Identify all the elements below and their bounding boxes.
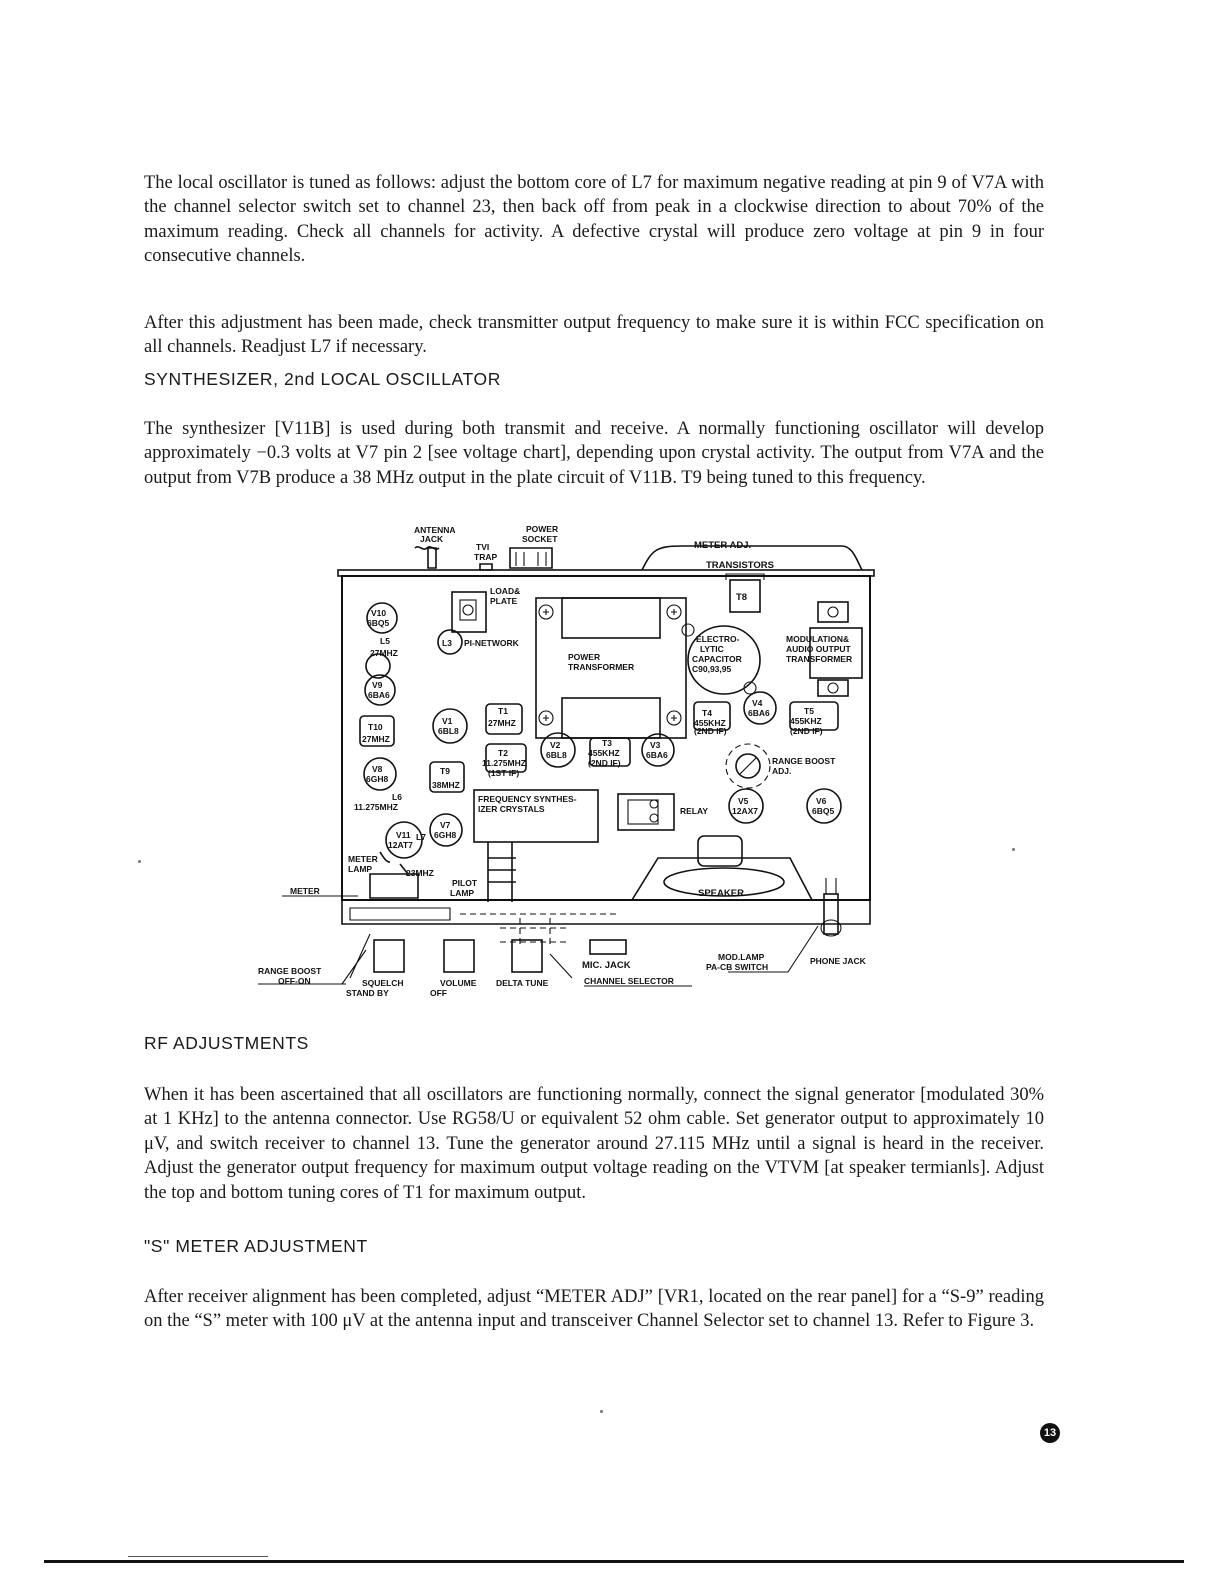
svg-text:IZER CRYSTALS: IZER CRYSTALS	[478, 804, 545, 814]
s-meter-paragraph: After receiver alignment has been completed, adjust “METER ADJ” [VR1, located on the rear panel] for a “S-9” reading on the “S” meter with 100 μV at the antenna input and transceiver Channel Selector set to channel 13. Refer to Figure 3.	[144, 1286, 1044, 1332]
power-socket-label: POWER	[526, 524, 559, 534]
svg-text:SOCKET: SOCKET	[522, 534, 558, 544]
v9-label: V9	[372, 680, 383, 690]
pilot-lamp-label: PILOT	[452, 878, 478, 888]
synthesizer-heading: SYNTHESIZER, 2nd LOCAL OSCILLATOR	[144, 369, 501, 389]
mod-lamp-label: MOD.LAMP	[718, 952, 765, 962]
v3-label: V3	[650, 740, 661, 750]
rf-adjustments-paragraph: When it has been ascertained that all oscillators are functioning normally, connect the signal generator [modulated 30% at 1 KHz] to the antenna connector. Use RG58/U or equivalent 52 ohm cable. Set generator output to approximately 10 μV, and switch receiver to channel 13. Tune the generator around 27.115 MHz until a signal is heard in the receiver. Adjust the generator output frequency for maximum output voltage reading on the VTVM [at speaker termianls]. Adjust the top and bottom tuning cores of T1 for maximum output.	[144, 1084, 1044, 1203]
svg-text:27MHZ: 27MHZ	[362, 734, 390, 744]
v8-label: V8	[372, 764, 383, 774]
t2-label: T2	[498, 748, 508, 758]
delta-tune-label: DELTA TUNE	[496, 978, 549, 988]
page-number: 13	[1040, 1423, 1060, 1443]
meter-adj-label: METER ADJ.	[694, 540, 752, 551]
pi-network-label: PI-NETWORK	[464, 638, 519, 648]
svg-text:12AT7: 12AT7	[388, 840, 413, 850]
v10-label: V10	[371, 608, 387, 618]
svg-text:6BA6: 6BA6	[368, 690, 390, 700]
svg-text:11.275MHZ: 11.275MHZ	[482, 758, 526, 768]
v4-label: V4	[752, 698, 763, 708]
scan-speck	[138, 860, 141, 863]
s-meter-heading: "S" METER ADJUSTMENT	[144, 1236, 368, 1256]
v1-label: V1	[442, 716, 453, 726]
svg-text:6BA6: 6BA6	[646, 750, 668, 760]
range-boost-adj-label: RANGE BOOST	[772, 756, 836, 766]
svg-text:6BA6: 6BA6	[748, 708, 770, 718]
l3-label: L3	[442, 638, 452, 648]
svg-text:PA-CB SWITCH: PA-CB SWITCH	[706, 962, 769, 972]
synthesizer-paragraph: The synthesizer [V11B] is used during both transmit and receive. A normally functioning oscillator will develop approximately −0.3 volts at V7 pin 2 [see voltage chart], depending upon crystal activity. The output from V7A and the output from V7B produce a 38 MHz output in the plate circuit of V11B. T9 being tuned to this frequency.	[144, 418, 1044, 488]
antenna-jack-label: ANTENNA	[414, 525, 456, 535]
svg-text:455KHZ: 455KHZ	[588, 748, 620, 758]
mic-jack-label: MIC. JACK	[582, 960, 631, 971]
speaker-label: SPEAKER	[698, 888, 744, 899]
range-boost-off-on-label: RANGE BOOST	[258, 966, 322, 976]
l6-label: L6	[392, 792, 402, 802]
27mhz-label: 27MHZ	[370, 648, 398, 658]
meter-label: METER	[290, 886, 320, 896]
load-plate-label: LOAD&	[490, 586, 521, 596]
volume-label: VOLUME	[440, 978, 477, 988]
scan-speck	[600, 1410, 603, 1413]
svg-text:JACK: JACK	[420, 534, 444, 544]
svg-text:ADJ.: ADJ.	[772, 766, 792, 776]
channel-selector-label: CHANNEL SELECTOR	[584, 976, 674, 986]
bottom-rule-thin	[128, 1556, 268, 1557]
t1-label: T1	[498, 706, 508, 716]
svg-text:6GH8: 6GH8	[366, 774, 389, 784]
t5-label: T5	[804, 706, 814, 716]
svg-text:38MHZ: 38MHZ	[432, 780, 460, 790]
svg-text:11.275MHZ: 11.275MHZ	[354, 802, 398, 812]
v11-label: V11	[396, 830, 411, 840]
v5-label: V5	[738, 796, 749, 806]
t9-label: T9	[440, 766, 450, 776]
svg-text:6BQ5: 6BQ5	[367, 618, 390, 628]
svg-text:12AX7: 12AX7	[732, 806, 758, 816]
tvi-trap-label: TVI	[476, 542, 490, 552]
svg-text:(2ND IF): (2ND IF)	[694, 726, 727, 736]
svg-text:(1ST IF): (1ST IF)	[488, 768, 520, 778]
v6-label: V6	[816, 796, 827, 806]
rf-adjustments-heading: RF ADJUSTMENTS	[144, 1033, 309, 1053]
svg-text:(2ND IF): (2ND IF)	[588, 758, 621, 768]
svg-text:AUDIO OUTPUT: AUDIO OUTPUT	[786, 644, 851, 654]
l7-label: L7	[416, 832, 426, 842]
power-transformer-label: POWER	[568, 652, 601, 662]
svg-text:27MHZ: 27MHZ	[488, 718, 516, 728]
svg-text:OFF: OFF	[430, 988, 447, 998]
svg-text:LAMP: LAMP	[450, 888, 475, 898]
modulation-transformer-label: MODULATION&	[786, 634, 850, 644]
23mhz-label: 23MHZ	[406, 868, 434, 878]
svg-text:STAND BY: STAND BY	[346, 988, 389, 998]
v7-label: V7	[440, 820, 451, 830]
l5-label: L5	[380, 636, 390, 646]
meter-lamp-label: METER	[348, 854, 378, 864]
svg-text:TRANSFORMER: TRANSFORMER	[786, 654, 853, 664]
svg-text:6BL8: 6BL8	[546, 750, 567, 760]
electrolytic-capacitor-label: ELECTRO-	[696, 634, 740, 644]
svg-text:455KHZ: 455KHZ	[694, 718, 726, 728]
bottom-rule	[44, 1560, 1184, 1563]
svg-text:TRAP: TRAP	[474, 552, 498, 562]
local-oscillator-paragraph: The local oscillator is tuned as follows: adjust the bottom core of L7 for maximum negative reading at pin 9 of V7A with the channel selector switch set to channel 23, then back off from peak in a clockwise direction to about 70% of the maximum reading. Check all channels for activity. A defective crystal will produce zero voltage at pin 9 in four consecutive channels.	[144, 172, 1044, 267]
chassis-layout-diagram	[250, 518, 890, 1004]
svg-text:6GH8: 6GH8	[434, 830, 457, 840]
v2-label: V2	[550, 740, 561, 750]
t3-label: T3	[602, 738, 612, 748]
svg-text:455KHZ: 455KHZ	[790, 716, 822, 726]
svg-text:6BL8: 6BL8	[438, 726, 459, 736]
svg-text:LYTIC: LYTIC	[700, 644, 724, 654]
svg-text:CAPACITOR: CAPACITOR	[692, 654, 742, 664]
t10-label: T10	[368, 722, 383, 732]
svg-text:(2ND IF): (2ND IF)	[790, 726, 823, 736]
after-adjustment-paragraph: After this adjustment has been made, check transmitter output frequency to make sure it is within FCC specification on all channels. Readjust L7 if necessary.	[144, 312, 1044, 358]
phone-jack-label: PHONE JACK	[810, 956, 866, 966]
t4-label: T4	[702, 708, 712, 718]
transistors-label: TRANSISTORS	[706, 560, 774, 571]
svg-text:OFF-ON: OFF-ON	[278, 976, 311, 986]
svg-text:6BQ5: 6BQ5	[812, 806, 835, 816]
scan-speck	[1012, 848, 1015, 851]
squelch-label: SQUELCH	[362, 978, 404, 988]
svg-text:TRANSFORMER: TRANSFORMER	[568, 662, 635, 672]
svg-text:LAMP: LAMP	[348, 864, 373, 874]
svg-text:PLATE: PLATE	[490, 596, 518, 606]
frequency-synthesizer-crystals-label: FREQUENCY SYNTHES-	[478, 794, 577, 804]
svg-text:C90,93,95: C90,93,95	[692, 664, 732, 674]
t8-label: T8	[736, 592, 748, 603]
relay-label: RELAY	[680, 806, 709, 816]
